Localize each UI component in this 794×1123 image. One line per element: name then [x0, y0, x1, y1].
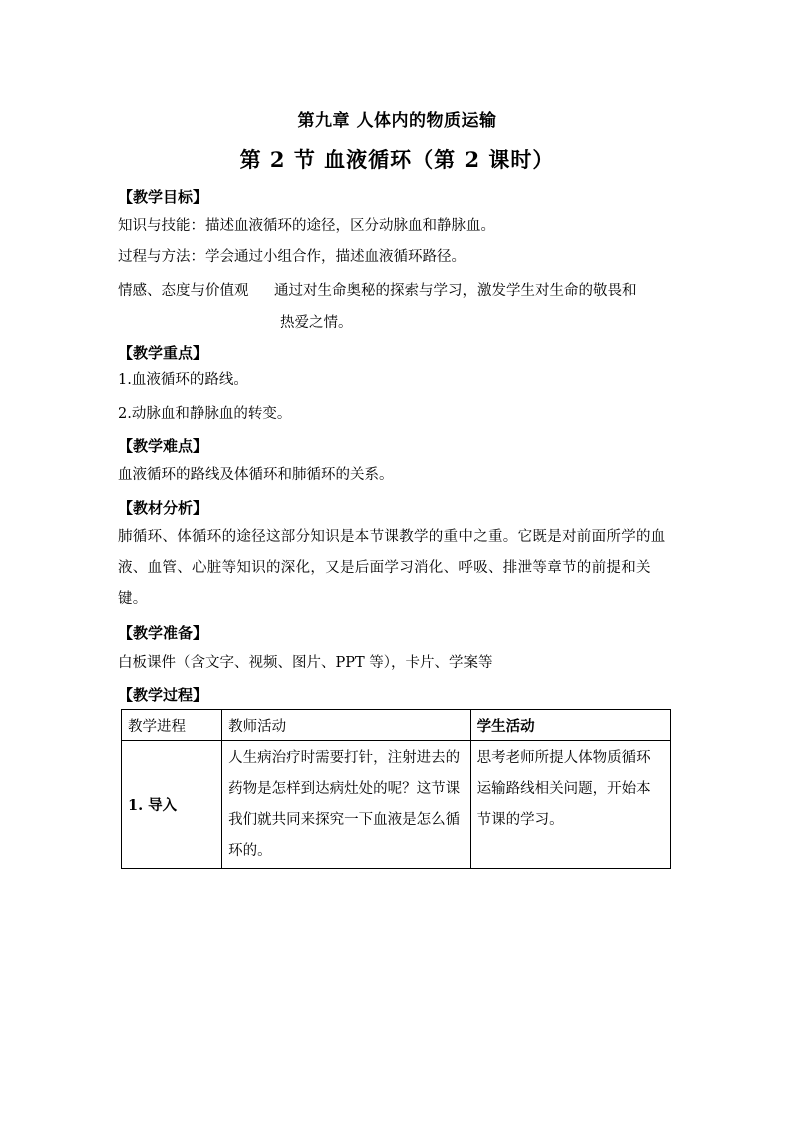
- preparation-heading: 【教学准备】: [118, 624, 209, 642]
- objectives-heading: 【教学目标】: [118, 188, 209, 206]
- header-teacher: 教师活动: [222, 710, 470, 741]
- objective-emotion-line1: 通过对生命奥秘的探索与学习，激发学生对生命的敬畏和: [274, 283, 637, 299]
- chapter-title: 第九章 人体内的物质运输: [297, 111, 497, 131]
- header-student: 学生活动: [470, 710, 670, 741]
- table-row: [122, 741, 671, 869]
- difficulties-heading: 【教学难点】: [118, 437, 209, 455]
- table-header-row: [122, 710, 671, 741]
- analysis-text: 肺循环、体循环的途径这部分知识是本节课教学的重中之重。它既是对前面所学的血液、血管、心脏等知识的深化，又是后面学习消化、呼吸、排泄等章节的前提和关键。: [118, 529, 666, 607]
- row-student: [470, 741, 670, 869]
- key-point-1: 1.血液循环的路线。: [118, 372, 248, 388]
- objective-knowledge: 知识与技能：描述血液循环的途径，区分动脉血和静脉血。: [118, 218, 495, 234]
- section-title: 第 2 节 血液循环（第 2 课时）: [239, 147, 555, 172]
- process-table: [121, 709, 671, 869]
- row-teacher: [222, 741, 470, 869]
- process-heading: 【教学过程】: [118, 686, 209, 704]
- header-stage: 教学进程: [122, 710, 222, 741]
- key-points-heading: 【教学重点】: [118, 344, 209, 362]
- row-teacher-text: 人生病治疗时需要打针，注射进去的药物是怎样到达病灶处的呢？这节课我们就共同来探究一下血液是怎么循环的。: [228, 749, 461, 859]
- key-point-2: 2.动脉血和静脉血的转变。: [118, 406, 292, 422]
- row-student-text: 思考老师所提人体物质循环运输路线相关问题，开始本节课的学习。: [476, 750, 651, 828]
- difficulties-text: 血液循环的路线及体循环和肺循环的关系。: [118, 467, 394, 483]
- objective-emotion-line2: 热爱之情。: [280, 315, 353, 331]
- analysis-heading: 【教材分析】: [118, 499, 209, 517]
- objective-process: 过程与方法：学会通过小组合作，描述血液循环路径。: [118, 249, 466, 265]
- objective-emotion-label: 情感、态度与价值观: [118, 283, 249, 299]
- preparation-text: 白板课件（含文字、视频、图片、PPT 等），卡片、学案等: [118, 655, 493, 671]
- row-stage: 1. 导入: [122, 741, 222, 869]
